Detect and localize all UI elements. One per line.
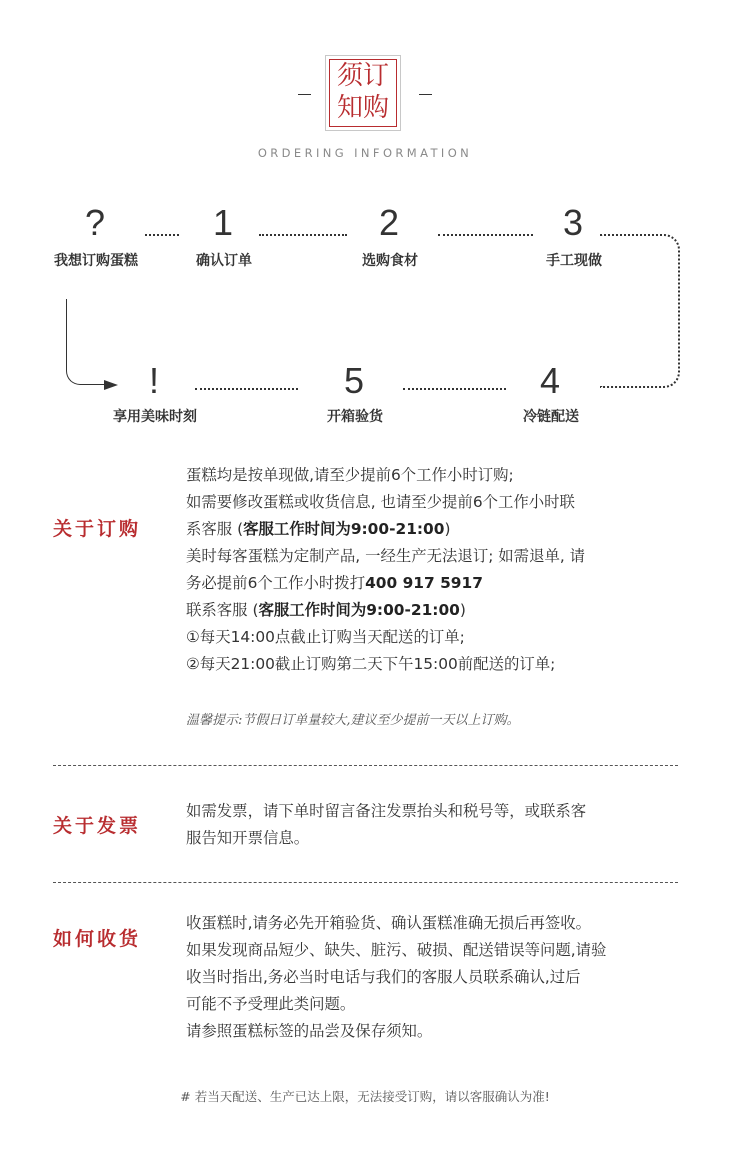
section-title-invoice: 关于发票 xyxy=(53,815,142,837)
text-line: 收当时指出,务必当时电话与我们的客服人员联系确认,过后 xyxy=(186,968,581,986)
text-fragment: 联系客服 ( xyxy=(186,601,259,619)
step-number-4: 4 xyxy=(539,360,561,401)
page-title xyxy=(325,60,401,124)
service-hours: 客服工作时间为9:00-21:00 xyxy=(258,601,460,619)
arrow-right-icon xyxy=(104,380,118,390)
step-label-enjoy: 享用美味时刻 xyxy=(113,409,197,425)
step-number-5: 5 xyxy=(343,360,365,401)
step-number-2: 2 xyxy=(378,202,400,243)
text-line: 如需要修改蛋糕或收货信息, 也请至少提前6个工作小时联 xyxy=(186,493,575,511)
title-left-dash xyxy=(298,94,311,95)
section-divider xyxy=(53,765,678,766)
section-title-receiving: 如何收货 xyxy=(53,928,142,950)
text-line: ①每天14:00点截止订购当天配送的订单; xyxy=(186,628,465,646)
text-fragment: 系客服 ( xyxy=(186,520,244,538)
text-line: 美时每客蛋糕为定制产品, 一经生产无法退订; 如需退单, 请 xyxy=(186,547,586,565)
title-right-dash xyxy=(419,94,432,95)
step-label-select-ingredients: 选购食材 xyxy=(362,253,418,269)
step-label-handmade: 手工现做 xyxy=(546,253,602,269)
dotted-loop-connector xyxy=(600,234,680,388)
text-line xyxy=(186,597,681,624)
invoice-text xyxy=(186,798,681,852)
step-label-unbox-inspect: 开箱验货 xyxy=(327,409,383,425)
section-title-ordering: 关于订购 xyxy=(53,518,142,540)
step-exclamation-mark: ! xyxy=(148,360,159,401)
arrow-shaft xyxy=(66,299,67,361)
text-fragment: ) xyxy=(444,520,451,538)
dotted-connector xyxy=(259,234,347,236)
step-question-mark: ? xyxy=(84,202,106,243)
step-label-confirm-order: 确认订单 xyxy=(196,253,252,269)
text-line: 如果发现商品短少、缺失、脏污、破损、配送错误等问题,请验 xyxy=(186,941,607,959)
step-label-want-order: 我想订购蛋糕 xyxy=(54,253,138,269)
ordering-tip: 温馨提示:节假日订单量较大,建议至少提前一天以上订购。 xyxy=(186,713,520,728)
ordering-text xyxy=(186,462,681,678)
dotted-connector xyxy=(403,388,506,390)
dotted-connector xyxy=(195,388,298,390)
title-line-2: 知购 xyxy=(336,93,389,123)
text-line: 如需发票，请下单时留言备注发票抬头和税号等，或联系客 xyxy=(186,802,587,820)
text-fragment: ) xyxy=(459,601,466,619)
dotted-connector xyxy=(438,234,533,236)
service-hours: 客服工作时间为9:00-21:00 xyxy=(243,520,445,538)
arrow-curve xyxy=(66,358,106,385)
dotted-connector xyxy=(145,234,179,236)
text-line: ②每天21:00截止订购第二天下午15:00前配送的订单; xyxy=(186,655,556,673)
text-line: 请参照蛋糕标签的品尝及保存须知。 xyxy=(186,1022,433,1040)
text-line: 可能不予受理此类问题。 xyxy=(186,995,356,1013)
step-label-cold-chain: 冷链配送 xyxy=(523,409,579,425)
text-line: 收蛋糕时,请务必先开箱验货、确认蛋糕准确无损后再签收。 xyxy=(186,914,592,932)
page-subtitle: ORDERING INFORMATION xyxy=(257,146,473,160)
text-line xyxy=(186,516,681,543)
section-divider xyxy=(53,882,678,883)
title-line-1: 须订 xyxy=(336,61,389,91)
step-number-1: 1 xyxy=(212,202,234,243)
text-line: 蛋糕均是按单现做,请至少提前6个工作小时订购; xyxy=(186,466,514,484)
receiving-text xyxy=(186,910,681,1045)
text-line: 服告知开票信息。 xyxy=(186,829,310,847)
service-phone: 400 917 5917 xyxy=(365,574,483,592)
footnote: # 若当天配送、生产已达上限，无法接受订购，请以客服确认为准! xyxy=(180,1089,550,1104)
text-line xyxy=(186,570,681,597)
text-fragment: 务必提前6个工作小时拨打 xyxy=(186,574,366,592)
step-number-3: 3 xyxy=(562,202,584,243)
